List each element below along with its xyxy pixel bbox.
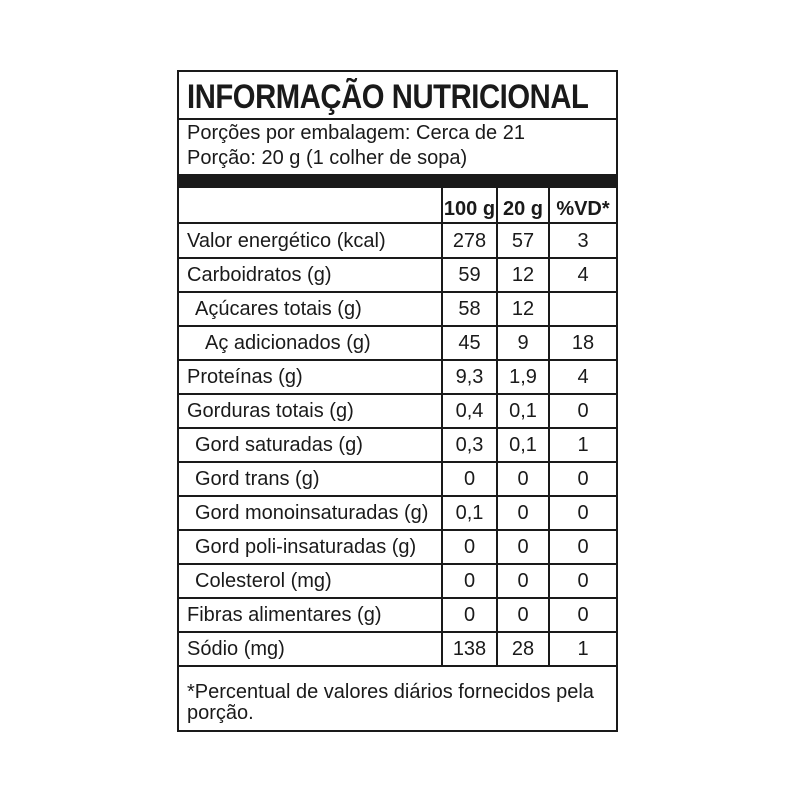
column-divider <box>496 188 498 666</box>
nutrient-value-vd: 0 <box>577 604 589 626</box>
panel-title: INFORMAÇÃO NUTRICIONAL <box>187 78 589 116</box>
nutrient-value-vd: 0 <box>577 502 589 524</box>
nutrient-label: Sódio (mg) <box>187 638 285 660</box>
row-divider <box>179 631 616 633</box>
nutrient-value-vd: 4 <box>577 366 589 388</box>
table-row <box>179 564 616 598</box>
table-row <box>179 428 616 462</box>
nutrient-label: Gord trans (g) <box>195 468 320 490</box>
nutrient-value-v20: 0 <box>517 604 529 626</box>
serving-size: Porção: 20 g (1 colher de sopa) <box>187 147 468 169</box>
nutrient-label: Aç adicionados (g) <box>205 332 371 354</box>
nutrient-value-v20: 12 <box>511 298 535 320</box>
nutrition-facts-panel <box>177 70 618 732</box>
nutrient-value-v100: 278 <box>452 230 487 252</box>
title-divider <box>179 118 616 120</box>
row-divider <box>179 563 616 565</box>
row-divider <box>179 529 616 531</box>
row-divider <box>179 257 616 259</box>
row-divider <box>179 461 616 463</box>
nutrient-value-vd: 1 <box>577 638 589 660</box>
nutrient-label: Proteínas (g) <box>187 366 303 388</box>
nutrient-label: Açúcares totais (g) <box>195 298 362 320</box>
nutrient-value-v20: 0,1 <box>509 400 537 422</box>
servings-per-package: Porções por embalagem: Cerca de 21 <box>187 122 525 144</box>
table-row <box>179 292 616 326</box>
table-row <box>179 394 616 428</box>
nutrient-label: Valor energético (kcal) <box>187 230 386 252</box>
nutrient-value-v100: 0,4 <box>455 400 484 422</box>
table-row <box>179 530 616 564</box>
nutrient-label: Gord saturadas (g) <box>195 434 363 456</box>
nutrient-value-v100: 0 <box>463 570 476 592</box>
column-divider <box>548 188 550 666</box>
nutrient-value-v20: 0 <box>517 570 529 592</box>
table-row <box>179 326 616 360</box>
nutrient-value-v20: 0 <box>517 536 529 558</box>
nutrient-value-v20: 0 <box>517 468 529 490</box>
nutrient-value-v100: 0 <box>463 468 476 490</box>
row-divider <box>179 325 616 327</box>
row-divider <box>179 427 616 429</box>
row-divider <box>179 597 616 599</box>
table-row <box>179 462 616 496</box>
column-header-100g: 100 g <box>443 198 496 220</box>
nutrient-value-vd: 4 <box>577 264 589 286</box>
nutrient-value-v100: 59 <box>458 264 481 286</box>
nutrient-value-v100: 9,3 <box>455 366 484 388</box>
nutrient-value-vd: 18 <box>571 332 595 354</box>
row-divider <box>179 291 616 293</box>
nutrient-value-v100: 45 <box>458 332 481 354</box>
nutrient-value-v20: 1,9 <box>509 366 537 388</box>
table-row <box>179 224 616 258</box>
nutrient-label: Gorduras totais (g) <box>187 400 354 422</box>
row-divider <box>179 665 616 667</box>
nutrient-label: Colesterol (mg) <box>195 570 332 592</box>
nutrient-value-v100: 58 <box>458 298 481 320</box>
nutrient-value-v100: 0 <box>463 604 476 626</box>
row-divider <box>179 495 616 497</box>
nutrient-value-v20: 12 <box>511 264 535 286</box>
thick-divider <box>179 174 616 188</box>
table-row <box>179 258 616 292</box>
nutrient-value-v20: 9 <box>517 332 529 354</box>
nutrient-label: Gord poli-insaturadas (g) <box>195 536 417 558</box>
nutrient-value-vd <box>550 292 616 326</box>
column-header-20g: 20 g <box>502 198 544 220</box>
nutrient-value-vd: 3 <box>577 230 589 252</box>
nutrient-label: Carboidratos (g) <box>187 264 332 286</box>
nutrient-value-v100: 138 <box>452 638 487 660</box>
nutrient-value-vd: 0 <box>577 536 589 558</box>
row-divider <box>179 393 616 395</box>
row-divider <box>179 359 616 361</box>
nutrient-value-vd: 0 <box>577 400 589 422</box>
nutrient-value-v20: 0,1 <box>509 434 537 456</box>
nutrient-value-vd: 0 <box>577 570 589 592</box>
table-row <box>179 598 616 632</box>
column-header-vd: %VD* <box>556 198 610 220</box>
header-row-divider <box>179 222 616 224</box>
nutrient-value-vd: 1 <box>577 434 589 456</box>
nutrient-label: Gord monoinsaturadas (g) <box>195 502 429 524</box>
nutrient-value-vd: 0 <box>577 468 589 490</box>
nutrient-label: Fibras alimentares (g) <box>187 604 382 626</box>
nutrient-value-v100: 0,1 <box>455 502 484 524</box>
nutrient-value-v20: 57 <box>511 230 535 252</box>
table-row <box>179 496 616 530</box>
nutrient-value-v20: 0 <box>517 502 529 524</box>
column-divider <box>441 188 443 666</box>
nutrient-value-v100: 0,3 <box>455 434 484 456</box>
nutrient-value-v100: 0 <box>463 536 476 558</box>
nutrient-value-v20: 28 <box>511 638 535 660</box>
table-row <box>179 360 616 394</box>
table-row <box>179 632 616 666</box>
footnote: *Percentual de valores diários fornecidos pela porção. <box>187 681 594 724</box>
